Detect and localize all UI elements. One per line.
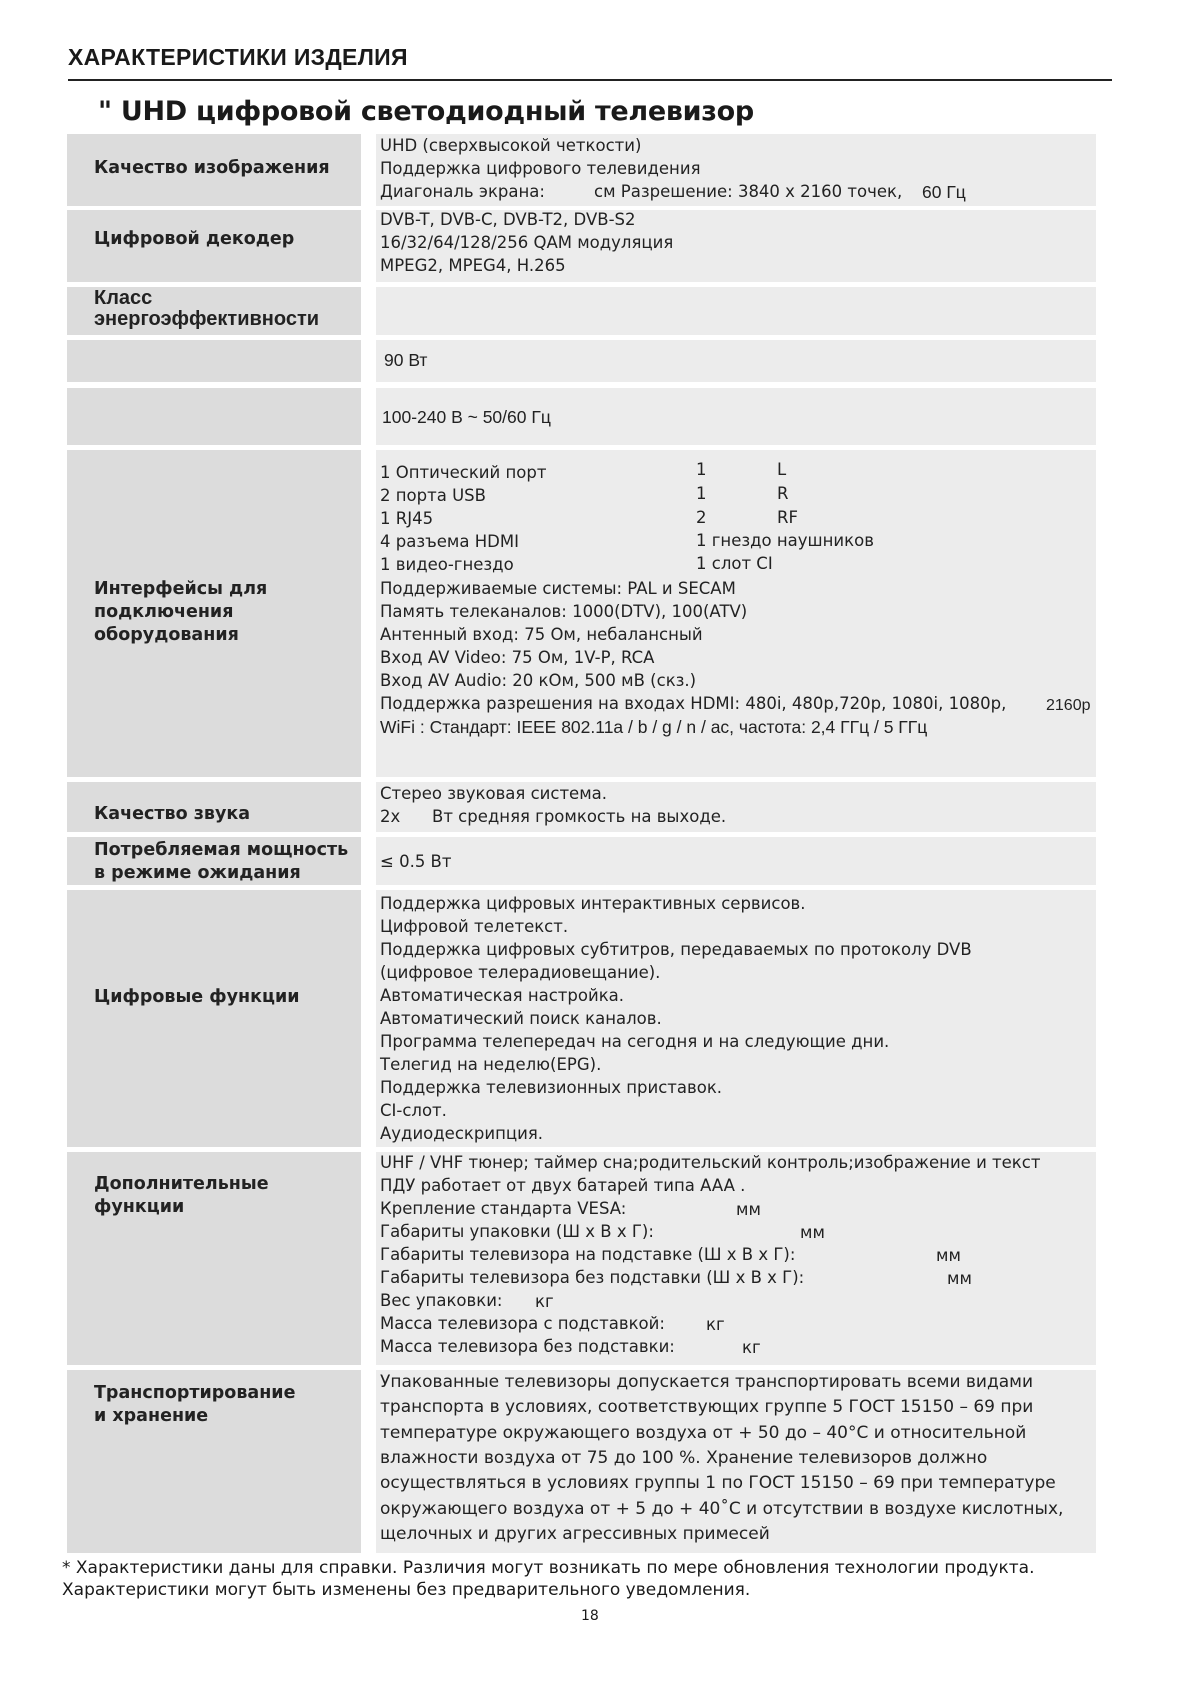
- spec-line: ПДУ работает от двух батарей типа AAA .: [380, 1176, 746, 1195]
- spec-line: Поддержка разрешения на входах HDMI: 480i, 480p,720p, 1080i, 1080p,: [380, 694, 1007, 713]
- row-label: функции: [94, 1197, 185, 1217]
- audio-channel: L: [777, 460, 787, 479]
- unit-label: мм: [736, 1200, 761, 1219]
- row-digital-decoder: [67, 210, 1096, 282]
- audio-channel: R: [777, 484, 789, 503]
- row-picture-quality: [67, 134, 1096, 206]
- row-label: подключения: [94, 602, 234, 622]
- voltage-value: 100-240 В ~ 50/60 Гц: [382, 407, 551, 427]
- port-item: 1 гнездо наушников: [696, 531, 874, 550]
- port-item: 1 видео-гнездо: [380, 555, 514, 574]
- row-label: Потребляемая мощность: [94, 840, 349, 860]
- row-label: Цифровой декодер: [94, 229, 295, 249]
- spec-line: см Разрешение: 3840 x 2160 точек,: [594, 182, 903, 201]
- power-value: 90 Вт: [384, 350, 428, 370]
- spec-line: Поддерживаемые системы: PAL и SECAM: [380, 579, 736, 598]
- row-voltage: [67, 388, 1096, 445]
- footnote-line: Характеристики могут быть изменены без предварительного уведомления.: [62, 1580, 751, 1600]
- spec-line: Поддержка цифровых интерактивных сервисов.: [380, 894, 806, 913]
- product-title: " UHD цифровой светодиодный телевизор: [98, 96, 754, 127]
- unit-label: мм: [936, 1246, 961, 1265]
- spec-line: Антенный вход: 75 Ом, небалансный: [380, 625, 703, 644]
- spec-line: Вес упаковки:: [380, 1291, 503, 1310]
- spec-line: 2160p: [1046, 697, 1091, 714]
- spec-line: CI-слот.: [380, 1101, 447, 1120]
- spec-line: осуществляться в условиях группы 1 по ГОСТ 15150 – 69 при температуре: [380, 1473, 1056, 1493]
- spec-line: 16/32/64/128/256 QAM модуляция: [380, 233, 674, 252]
- port-item: 1 RJ45: [380, 509, 434, 528]
- row-label: и хранение: [94, 1406, 209, 1426]
- row-interfaces: [67, 450, 1096, 777]
- spec-line: Масса телевизора с подставкой:: [380, 1314, 665, 1333]
- spec-line: UHF / VHF тюнер; таймер сна;родительский контроль;изображение и текст: [380, 1153, 1041, 1172]
- spec-line: Вход AV Video: 75 Ом, 1V-P, RCA: [380, 648, 655, 667]
- spec-line: MPEG2, MPEG4, H.265: [380, 256, 566, 275]
- row-label: Качество изображения: [94, 158, 330, 178]
- spec-line: Масса телевизора без подставки:: [380, 1337, 675, 1356]
- row-digital-functions: [67, 890, 1096, 1147]
- row-label: Качество звука: [94, 804, 251, 824]
- spec-line: Автоматическая настройка.: [380, 986, 625, 1005]
- section-header: ХАРАКТЕРИСТИКИ ИЗДЕЛИЯ: [68, 44, 408, 70]
- unit-label: кг: [742, 1338, 761, 1357]
- spec-line: Упакованные телевизоры допускается транспортировать всеми видами: [380, 1372, 1034, 1392]
- row-label: Дополнительные: [94, 1174, 269, 1194]
- spec-line: Телегид на неделю(EPG).: [380, 1055, 602, 1074]
- audio-channel: RF: [777, 508, 798, 527]
- spec-line: Стерео звуковая система.: [380, 784, 608, 803]
- row-label: Транспортирование: [94, 1383, 296, 1403]
- spec-line: транспорта в условиях, соответствующих группе 5 ГОСТ 15150 – 69 при: [380, 1397, 1034, 1417]
- spec-line: температуре окружающего воздуха от + 50 до – 40°С и относительной: [380, 1423, 1027, 1443]
- spec-line: Автоматический поиск каналов.: [380, 1009, 662, 1028]
- spec-line: окружающего воздуха от + 5 до + 40˚С и отсутствии в воздухе кислотных,: [380, 1499, 1064, 1519]
- footnote: [62, 1557, 1035, 1601]
- port-item: 2 порта USB: [380, 486, 486, 505]
- spec-line: Габариты телевизора без подставки (Ш х В х Г):: [380, 1268, 805, 1287]
- row-transport-storage: [67, 1370, 1096, 1553]
- row-label: Интерфейсы для: [94, 579, 268, 599]
- spec-line: 60 Гц: [922, 182, 966, 202]
- spec-line: щелочных и других агрессивных примесей: [380, 1524, 770, 1544]
- spec-line: WiFi : Стандарт: IEEE 802.11a / b / g / n / ac, частота: 2,4 ГГц / 5 ГГц: [380, 717, 928, 737]
- row-power: [67, 340, 1096, 382]
- row-sound-quality: [67, 782, 1096, 832]
- port-count: 2: [696, 508, 707, 527]
- spec-line: Поддержка цифрового телевидения: [380, 159, 701, 178]
- row-label: в режиме ожидания: [94, 863, 301, 883]
- row-standby-power: [67, 837, 1096, 885]
- spec-line: Крепление стандарта VESA:: [380, 1199, 627, 1218]
- standby-value: ≤ 0.5 Вт: [380, 852, 452, 871]
- page-number: 18: [581, 1608, 599, 1624]
- spec-line: 2x: [380, 807, 401, 826]
- header-rule: [68, 79, 1112, 81]
- spec-line: UHD (сверхвысокой четкости): [380, 136, 642, 155]
- port-item: 1 слот CI: [696, 554, 773, 573]
- spec-line: Аудиодескрипция.: [380, 1124, 543, 1143]
- port-count: 1: [696, 460, 707, 479]
- row-label: оборудования: [94, 625, 239, 645]
- spec-line: Вт средняя громкость на выходе.: [432, 807, 727, 826]
- spec-line: Вход AV Audio: 20 кОм, 500 мВ (скз.): [380, 671, 697, 690]
- port-item: 1 Оптический порт: [380, 463, 547, 482]
- spec-line: Габариты телевизора на подставке (Ш х В х Г):: [380, 1245, 796, 1264]
- unit-label: мм: [800, 1223, 825, 1242]
- spec-line: Диагональ экрана:: [380, 182, 545, 201]
- row-energy-class: [67, 287, 1096, 335]
- spec-line: Поддержка телевизионных приставок.: [380, 1078, 723, 1097]
- port-item: 4 разъема HDMI: [380, 532, 519, 551]
- spec-line: Габариты упаковки (Ш х В х Г):: [380, 1222, 654, 1241]
- unit-label: мм: [947, 1269, 972, 1288]
- row-extra-functions: [67, 1152, 1096, 1365]
- row-label: энергоэффективности: [94, 308, 320, 330]
- unit-label: кг: [706, 1315, 725, 1334]
- spec-line: Программа телепередач на сегодня и на следующие дни.: [380, 1032, 890, 1051]
- row-label: Цифровые функции: [94, 987, 300, 1007]
- spec-line: DVB-T, DVB-C, DVB-T2, DVB-S2: [380, 210, 636, 229]
- unit-label: кг: [535, 1292, 554, 1311]
- spec-line: Цифровой телетекст.: [380, 917, 569, 936]
- spec-line: Память телеканалов: 1000(DTV), 100(ATV): [380, 602, 748, 621]
- row-label: Класс: [94, 287, 153, 309]
- spec-line: влажности воздуха от 75 до 100 %. Хранение телевизоров должно: [380, 1448, 988, 1468]
- port-count: 1: [696, 484, 707, 503]
- footnote-line: * Характеристики даны для справки. Различия могут возникать по мере обновления технологии продукта.: [62, 1558, 1035, 1578]
- spec-line: (цифровое телерадиовещание).: [380, 963, 661, 982]
- spec-line: Поддержка цифровых субтитров, передаваемых по протоколу DVB: [380, 940, 972, 959]
